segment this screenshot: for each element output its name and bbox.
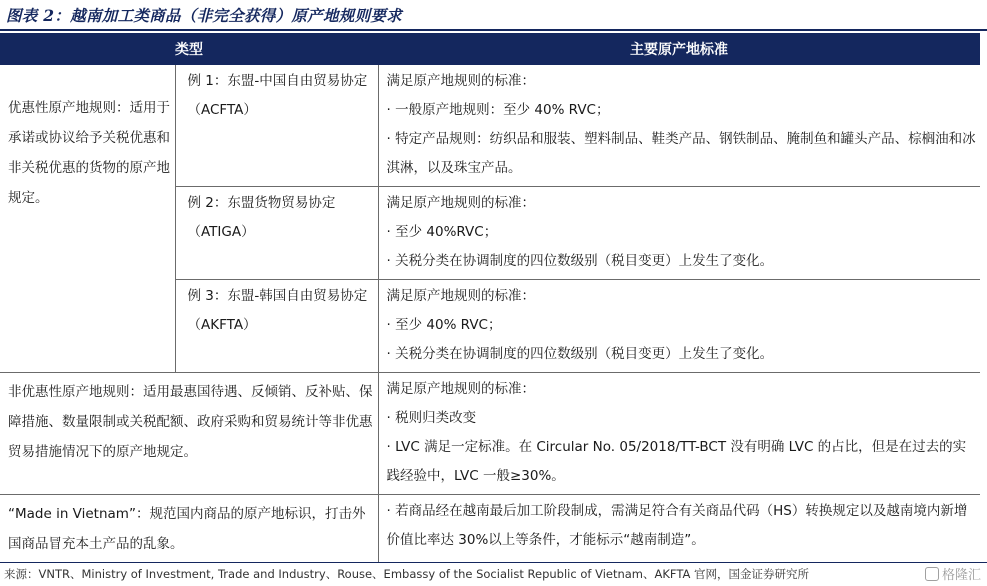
standard-cell	[378, 280, 980, 373]
standard-point: · 至少 40% RVC；	[387, 311, 977, 340]
standard-point: · 税则归类改变	[387, 404, 977, 433]
header-standard: 主要原产地标准	[378, 33, 980, 65]
standard-cell	[378, 495, 980, 563]
watermark-text: 格隆汇	[941, 568, 981, 583]
example-cell: 例 3：东盟-韩国自由贸易协定（AKFTA）	[175, 280, 378, 373]
table-row	[0, 373, 980, 495]
watermark-logo-icon	[925, 567, 939, 581]
made-in-vietnam-label: “Made in Vietnam”：规范国内商品的原产地标识，打击外国商品冒充本土产品的乱象。	[0, 495, 378, 563]
bottom-rule	[0, 562, 987, 563]
table-row	[0, 280, 980, 373]
preferential-label: 优惠性原产地规则：适用于承诺或协议给予关税优惠和非关税优惠的货物的原产地规定。	[0, 65, 175, 280]
non-preferential-label: 非优惠性原产地规则：适用最惠国待遇、反倾销、反补贴、保障措施、数量限制或关税配额、政府采购和贸易统计等非优惠贸易措施情况下的原产地规定。	[0, 373, 378, 495]
watermark	[925, 564, 981, 583]
standard-point: · 若商品经在越南最后加工阶段制成，需满足符合有关商品代码（HS）转换规定以及越南境内新增价值比率达 30%以上等条件，才能标示“越南制造”。	[387, 497, 977, 555]
standard-intro: 满足原产地规则的标准：	[386, 195, 535, 211]
table-header-row	[0, 33, 980, 65]
table-row	[0, 65, 980, 187]
figure-title: 图表 2：越南加工类商品（非完全获得）原产地规则要求	[6, 6, 402, 25]
standard-point: · 至少 40%RVC；	[387, 218, 977, 247]
standard-point: · 特定产品规则：纺织品和服装、塑料制品、鞋类产品、钢铁制品、腌制鱼和罐头产品、棕榈油和冰淇淋，以及珠宝产品。	[387, 125, 977, 183]
standard-cell	[378, 65, 980, 187]
standard-cell	[378, 373, 980, 495]
standard-intro: 满足原产地规则的标准：	[386, 381, 535, 397]
source-note: 来源：VNTR、Ministry of Investment, Trade and Industry、Rouse、Embassy of the Socialist Republic of Vietnam、AKFTA 官网，国金证券研究所	[4, 567, 809, 581]
top-rule	[0, 29, 987, 31]
standard-point: · 关税分类在协调制度的四位数级别（税目变更）上发生了变化。	[387, 247, 977, 276]
example-cell: 例 1：东盟-中国自由贸易协定（ACFTA）	[175, 65, 378, 187]
standard-point: · 一般原产地规则：至少 40% RVC；	[387, 96, 977, 125]
standard-point: · LVC 满足一定标准。在 Circular No. 05/2018/TT-BCT 没有明确 LVC 的占比，但是在过去的实践经验中，LVC 一般≥30%。	[387, 433, 977, 491]
standard-point: · 关税分类在协调制度的四位数级别（税目变更）上发生了变化。	[387, 340, 977, 369]
example-cell: 例 2：东盟货物贸易协定（ATIGA）	[175, 187, 378, 280]
standard-intro: 满足原产地规则的标准：	[386, 73, 535, 89]
table-row	[0, 495, 980, 563]
empty-cell	[0, 280, 175, 373]
rules-table	[0, 33, 980, 562]
header-type: 类型	[0, 33, 378, 65]
standard-intro: 满足原产地规则的标准：	[386, 288, 535, 304]
standard-cell	[378, 187, 980, 280]
